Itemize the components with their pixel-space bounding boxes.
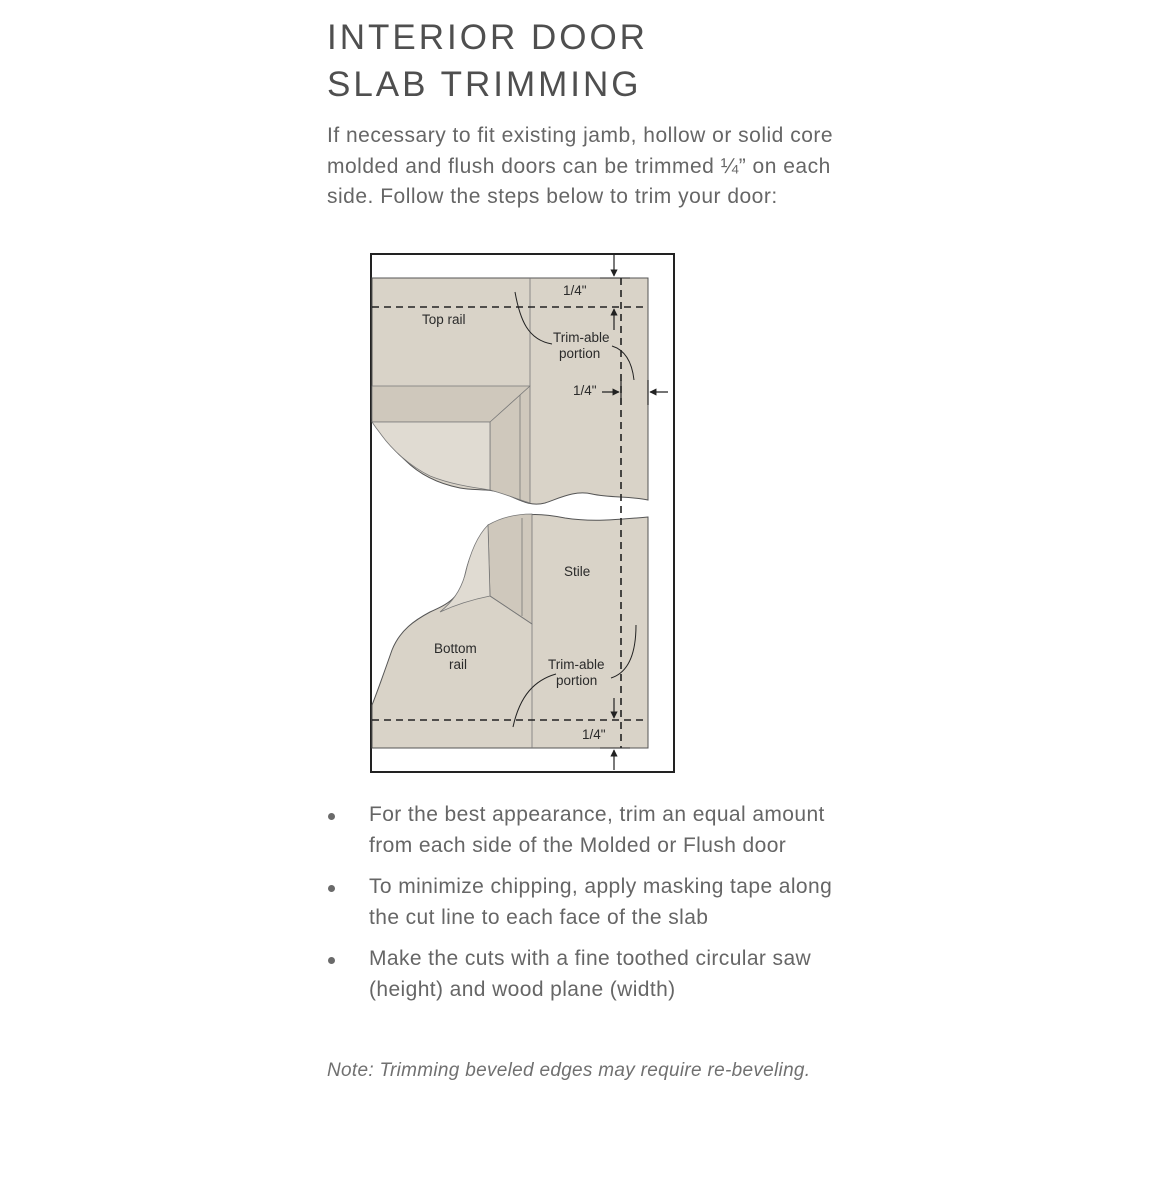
- instruction-list: [327, 800, 847, 1016]
- list-item-text: To minimize chipping, apply masking tape along the cut line to each face of the slab: [369, 875, 833, 929]
- bottom-trimable-label-2: portion: [556, 673, 598, 688]
- bottom-measure-label: 1/4": [582, 727, 606, 742]
- bullet-icon: [328, 885, 335, 892]
- door-trimming-diagram: [360, 245, 690, 785]
- list-item-text: For the best appearance, trim an equal amount from each side of the Molded or Flush door: [369, 803, 825, 857]
- bottom-rail-label-1: Bottom: [434, 641, 477, 656]
- top-measure-label: 1/4": [563, 283, 587, 298]
- list-item: [327, 800, 847, 861]
- stile-label: Stile: [564, 564, 591, 579]
- top-trimable-label-2: portion: [559, 346, 601, 361]
- title-line-1: INTERIOR DOOR: [327, 18, 648, 57]
- title-line-2: SLAB TRIMMING: [327, 65, 642, 104]
- list-item: [327, 872, 847, 933]
- bottom-rail-label-2: rail: [449, 657, 468, 672]
- intro-paragraph: If necessary to fit existing jamb, hollow or solid core molded and flush doors can be trimmed ¼” on each side. Follow the steps below to trim your door:: [327, 124, 834, 208]
- list-item-text: Make the cuts with a fine toothed circular saw (height) and wood plane (width): [369, 947, 812, 1001]
- bottom-trimable-label-1: Trim-able: [548, 657, 605, 672]
- bullet-icon: [328, 813, 335, 820]
- page-title: [327, 14, 648, 108]
- top-trimable-label-1: Trim-able: [553, 330, 610, 345]
- bullet-icon: [328, 957, 335, 964]
- top-rail-label: Top rail: [422, 312, 466, 327]
- list-item: [327, 944, 847, 1005]
- note-text: Note: Trimming beveled edges may require re-beveling.: [327, 1060, 811, 1081]
- side-measure-label: 1/4": [573, 383, 597, 398]
